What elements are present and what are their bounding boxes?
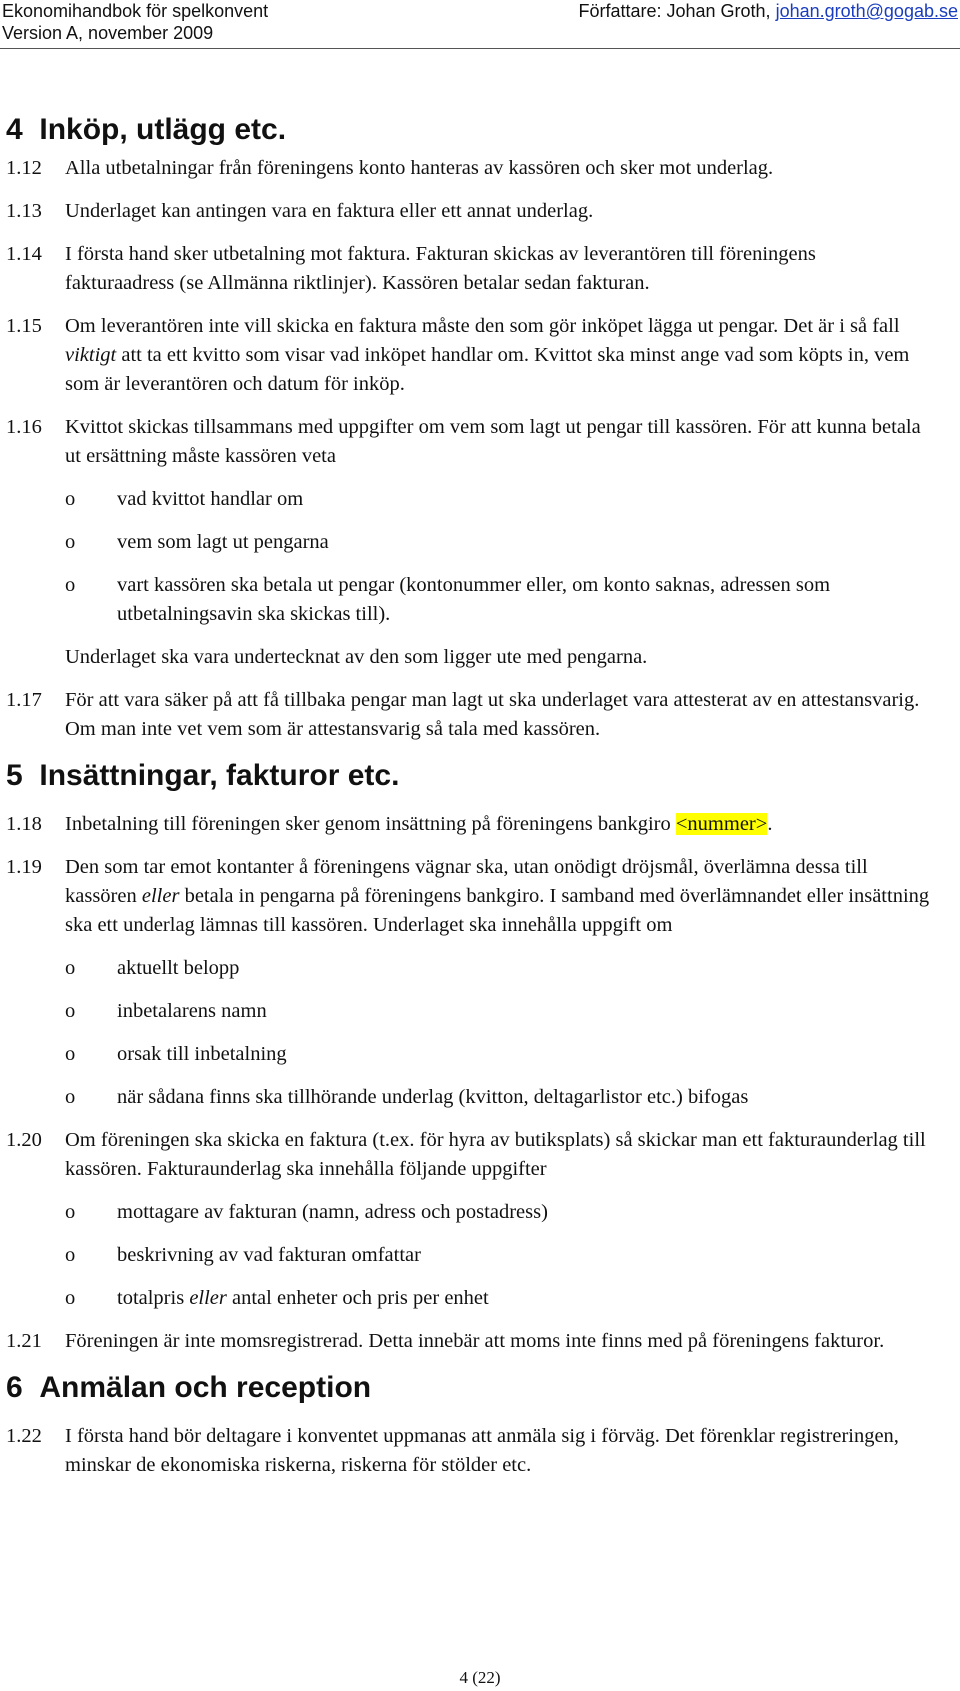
clause-number: 1.12 <box>6 157 42 179</box>
clause-number: 1.17 <box>6 689 42 711</box>
list-item: o aktuellt belopp <box>0 954 960 983</box>
page-header <box>0 0 960 49</box>
clause-1-18 <box>0 810 960 839</box>
list-item: o mottagare av fakturan (namn, adress och postadress) <box>0 1198 960 1227</box>
clause-1-16 <box>0 413 960 471</box>
clause-1-12 <box>0 154 960 183</box>
clause-1-22 <box>0 1422 960 1480</box>
doc-version: Version A, november 2009 <box>2 23 214 43</box>
clause-text: Kvittot skickas tillsammans med uppgifter om vem som lagt ut pengar till kassören. För att kunna betala ut ersättning måste kassören veta <box>65 416 921 467</box>
clause-text: I första hand sker utbetalning mot faktura. Fakturan skickas av leverantören till föreningens fakturaadress (se Allmänna riktlinjer). Kassören betalar sedan fakturan. <box>65 243 816 294</box>
list-item: o beskrivning av vad fakturan omfattar <box>0 1241 960 1270</box>
list-item: o när sådana finns ska tillhörande underlag (kvitton, deltagarlistor etc.) bifogas <box>0 1083 960 1112</box>
clause-text: Om leverantören inte vill skicka en faktura måste den som gör inköpet lägga ut pengar. Det är i så fall viktigt att ta ett kvitto som visar vad inköpet handlar om. Kvittot ska minst ange vad som köpts in, vem som är leverantören och datum för inköp. <box>65 315 910 395</box>
page-number: 4 (22) <box>459 1668 501 1687</box>
list-item: o totalpris eller antal enheter och pris per enhet <box>0 1284 960 1313</box>
clause-text: För att vara säker på att få tillbaka pengar man lagt ut ska underlaget vara attesterat av en attestansvarig. Om man inte vet vem som är attestansvarig så tala med kassören. <box>65 689 920 740</box>
bullet-marker: o <box>65 531 76 553</box>
clause-text: I första hand bör deltagare i konventet uppmanas att anmäla sig i förväg. Det förenklar registreringen, minskar de ekonomiska riskerna, riskerna för stölder etc. <box>65 1425 899 1476</box>
bullet-marker: o <box>65 488 76 510</box>
bullet-marker: o <box>65 1000 76 1022</box>
list-item: o orsak till inbetalning <box>0 1040 960 1069</box>
clause-text: Om föreningen ska skicka en faktura (t.ex. för hyra av butiksplats) så skickar man ett fakturaunderlag till kassören. Fakturaunderlag ska innehålla följande uppgifter <box>65 1129 926 1180</box>
section-heading-4: 4 Inköp, utlägg etc. <box>6 113 287 146</box>
clause-number: 1.18 <box>6 813 42 835</box>
author-label: Författare: Johan Groth, <box>578 1 776 21</box>
emphasis: viktigt <box>65 344 117 366</box>
clause-text: Den som tar emot kontanter å föreningens vägnar ska, utan onödigt dröjsmål, överlämna dessa till kassören eller betala in pengarna på föreningens bankgiro. I samband med överlämnandet eller insättning ska ett underlag lämnas till kassören. Underlaget ska innehålla uppgift om <box>65 856 930 936</box>
bullet-marker: o <box>65 957 76 979</box>
bullet-marker: o <box>65 1244 76 1266</box>
author-email-link[interactable]: johan.groth@gogab.se <box>775 1 958 21</box>
clause-number: 1.22 <box>6 1425 42 1447</box>
author <box>578 0 958 22</box>
clause-number: 1.13 <box>6 200 42 222</box>
clause-number: 1.15 <box>6 315 42 337</box>
section-heading-6: 6 Anmälan och reception <box>6 1371 372 1404</box>
list-item: o vem som lagt ut pengarna <box>0 528 960 557</box>
clause-text: Föreningen är inte momsregistrerad. Detta innebär att moms inte finns med på föreningens fakturor. <box>65 1330 885 1352</box>
bullet-marker: o <box>65 1043 76 1065</box>
bullet-marker: o <box>65 1086 76 1108</box>
clause-note: Underlaget ska vara undertecknat av den som ligger ute med pengarna. <box>65 646 648 668</box>
doc-title: Ekonomihandbok för spelkonvent <box>2 1 269 21</box>
section-heading-5: 5 Insättningar, fakturor etc. <box>6 759 400 792</box>
clause-number: 1.14 <box>6 243 42 265</box>
list-item: o vad kvittot handlar om <box>0 485 960 514</box>
document-body <box>0 110 960 1480</box>
clause-1-13 <box>0 197 960 226</box>
clause-number: 1.16 <box>6 416 42 438</box>
bullet-marker: o <box>65 1201 76 1223</box>
clause-text: Inbetalning till föreningen sker genom insättning på föreningens bankgiro <nummer>. <box>65 813 773 835</box>
highlight-placeholder: <nummer> <box>675 813 768 835</box>
list-item: o inbetalarens namn <box>0 997 960 1026</box>
clause-text: Underlaget kan antingen vara en faktura eller ett annat underlag. <box>65 200 594 222</box>
list-item: o vart kassören ska betala ut pengar (kontonummer eller, om konto saknas, adressen som utbetalningsavin ska skickas till). <box>0 571 960 629</box>
clause-1-19 <box>0 853 960 940</box>
clause-number: 1.21 <box>6 1330 42 1352</box>
clause-number: 1.19 <box>6 856 42 878</box>
clause-1-17 <box>0 686 960 744</box>
emphasis: eller <box>141 885 180 907</box>
bullet-marker: o <box>65 1287 76 1309</box>
clause-1-15 <box>0 312 960 399</box>
clause-1-20 <box>0 1126 960 1184</box>
clause-1-21 <box>0 1327 960 1356</box>
bullet-marker: o <box>65 574 76 596</box>
clause-number: 1.20 <box>6 1129 42 1151</box>
clause-text: Alla utbetalningar från föreningens konto hanteras av kassören och sker mot underlag. <box>65 157 774 179</box>
emphasis: eller <box>189 1287 227 1309</box>
clause-1-14 <box>0 240 960 298</box>
